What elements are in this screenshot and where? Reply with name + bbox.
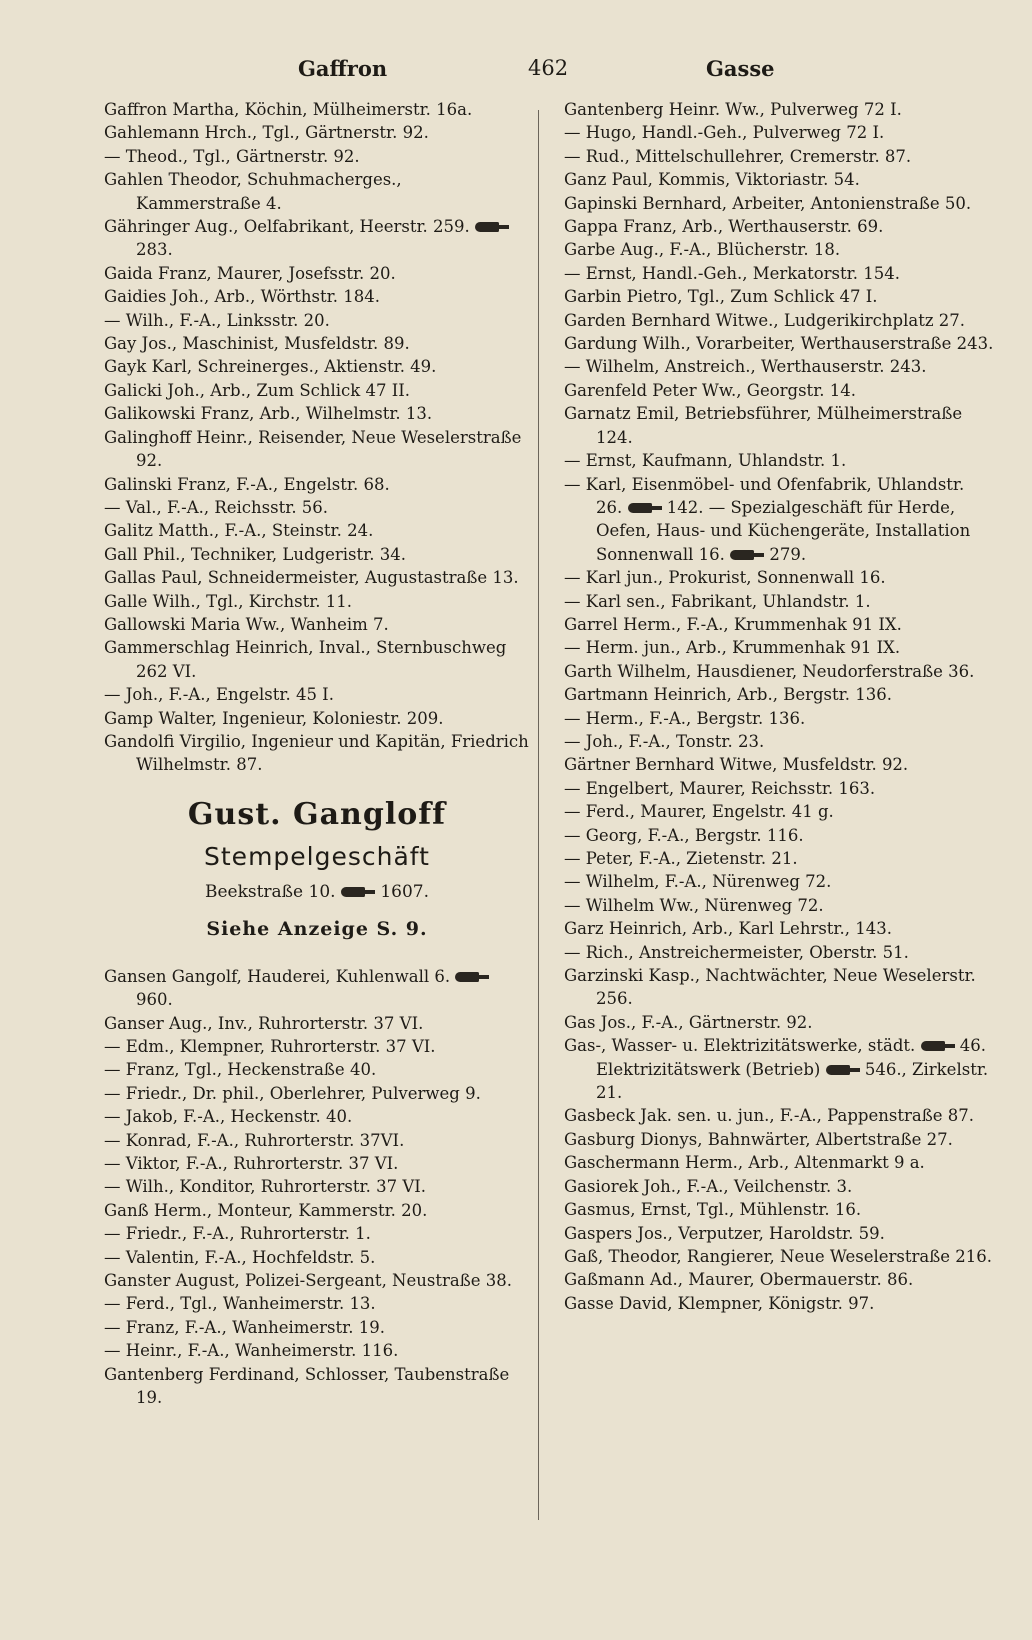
ad-name: Gust. Gangloff bbox=[187, 796, 447, 832]
directory-entry: Gantenberg Heinr. Ww., Pulverweg 72 I. bbox=[564, 100, 902, 119]
ad-address: Beekstraße 10. bbox=[204, 881, 336, 902]
directory-entry: — Karl jun., Prokurist, Sonnenwall 16. bbox=[564, 568, 886, 588]
directory-entry: Garth Wilhelm, Hausdiener, Neudorferstraße 36. bbox=[564, 661, 975, 681]
telephone-icon bbox=[730, 549, 764, 561]
directory-entry: — Karl sen., Fabrikant, Uhlandstr. 1. bbox=[564, 591, 871, 611]
directory-entry: — Herm., F.-A., Bergstr. 136. bbox=[564, 708, 806, 728]
directory-entry: Gasiorek Joh., F.-A., Veilchenstr. 3. bbox=[564, 1176, 853, 1196]
directory-entry: Gahlemann Hrch., Tgl., Gärtnerstr. 92. bbox=[104, 123, 429, 143]
directory-entry: — Rich., Anstreichermeister, Oberstr. 51. bbox=[564, 942, 909, 962]
directory-entry: Garz Heinrich, Arb., Karl Lehrstr., 143. bbox=[564, 919, 892, 939]
telephone-icon bbox=[628, 502, 662, 514]
directory-entry: Gappa Franz, Arb., Werthauserstr. 69. bbox=[564, 217, 884, 237]
directory-entry: Galitz Matth., F.-A., Steinstr. 24. bbox=[104, 521, 374, 541]
directory-entry: Gardung Wilh., Vorarbeiter, Werthauserstraße 243. bbox=[564, 334, 994, 354]
directory-entry: — Georg, F.-A., Bergstr. 116. bbox=[564, 825, 804, 845]
directory-entry: — Edm., Klempner, Ruhrorterstr. 37 VI. bbox=[104, 1037, 436, 1056]
directory-entry: Gandolfi Virgilio, Ingenieur und Kapitän, Friedrich Wilhelmstr. 87. bbox=[104, 731, 529, 775]
directory-entry: — Friedr., Dr. phil., Oberlehrer, Pulverweg 9. bbox=[104, 1083, 481, 1103]
directory-entry: Garnatz Emil, Betriebsführer, Mülheimerstraße 124. bbox=[564, 404, 963, 447]
telephone-icon bbox=[921, 1040, 955, 1052]
directory-entry: — Franz, F.-A., Wanheimerstr. 19. bbox=[104, 1317, 385, 1337]
directory-entry: — Jakob, F.-A., Heckenstr. 40. bbox=[104, 1107, 353, 1127]
directory-entry: — Konrad, F.-A., Ruhrorterstr. 37VI. bbox=[104, 1130, 405, 1150]
directory-entry: Gallowski Maria Ww., Wanheim 7. bbox=[104, 614, 389, 634]
directory-entry: — Franz, Tgl., Heckenstraße 40. bbox=[104, 1060, 377, 1080]
page-number: 462 bbox=[528, 56, 569, 80]
directory-entry: Gaschermann Herm., Arb., Altenmarkt 9 a. bbox=[564, 1153, 925, 1173]
directory-entry: Ganß Herm., Monteur, Kammerstr. 20. bbox=[104, 1200, 428, 1220]
directory-entry: Gantenberg Ferdinand, Schlosser, Taubenstraße 19. bbox=[104, 1364, 510, 1408]
advertisement bbox=[104, 793, 530, 951]
directory-entry: — Ferd., Tgl., Wanheimerstr. 13. bbox=[104, 1294, 376, 1314]
directory-entry: Garrel Herm., F.-A., Krummenhak 91 IX. bbox=[564, 614, 902, 634]
directory-entry: Gammerschlag Heinrich, Inval., Sternbuschweg 262 VI. bbox=[104, 638, 507, 681]
directory-entry: Gaß, Theodor, Rangierer, Neue Weselerstraße 216. bbox=[564, 1246, 992, 1266]
directory-entry: — Wilhelm, F.-A., Nürenweg 72. bbox=[564, 872, 832, 892]
ad-contact bbox=[104, 877, 530, 907]
directory-entry: Gall Phil., Techniker, Ludgeristr. 34. bbox=[104, 544, 406, 564]
directory-entry: Gas-, Wasser- u. Elektrizitätswerke, städt. 46. Elektrizitätswerk (Betrieb) 546., Zirkelstr. 21. bbox=[564, 1036, 989, 1103]
directory-entry: Gaida Franz, Maurer, Josefsstr. 20. bbox=[104, 263, 396, 283]
directory-entry: Gayk Karl, Schreinerges., Aktienstr. 49. bbox=[104, 357, 437, 377]
column-divider bbox=[538, 110, 539, 1520]
directory-entry: Ganster August, Polizei-Sergeant, Neustraße 38. bbox=[104, 1271, 512, 1291]
directory-entry: Gasse David, Klempner, Königstr. 97. bbox=[564, 1293, 875, 1313]
directory-entry: — Joh., F.-A., Tonstr. 23. bbox=[564, 731, 765, 751]
directory-entry: Gaßmann Ad., Maurer, Obermauerstr. 86. bbox=[564, 1270, 914, 1290]
directory-entry: Gaspers Jos., Verputzer, Haroldstr. 59. bbox=[564, 1223, 885, 1243]
telephone-icon bbox=[826, 1064, 860, 1076]
telephone-icon bbox=[455, 971, 489, 983]
directory-entry: — Rud., Mittelschullehrer, Cremerstr. 87. bbox=[564, 146, 912, 166]
directory-entry: Gas Jos., F.-A., Gärtnerstr. 92. bbox=[564, 1012, 813, 1032]
directory-entry: — Wilh., Konditor, Ruhrorterstr. 37 VI. bbox=[104, 1177, 426, 1197]
directory-entry: Ganser Aug., Inv., Ruhrorterstr. 37 VI. bbox=[104, 1013, 424, 1033]
ad-phone: 1607. bbox=[380, 881, 430, 902]
directory-entry: Gansen Gangolf, Hauderei, Kuhlenwall 6. 960. bbox=[104, 965, 530, 1012]
directory-entry: Garzinski Kasp., Nachtwächter, Neue Weselerstr. 256. bbox=[564, 966, 976, 1009]
running-head-right: Gasse bbox=[706, 56, 775, 81]
directory-entry: Gasmus, Ernst, Tgl., Mühlenstr. 16. bbox=[564, 1200, 862, 1220]
directory-entry: — Viktor, F.-A., Ruhrorterstr. 37 VI. bbox=[104, 1154, 399, 1174]
directory-entry: Garden Bernhard Witwe., Ludgerikirchplatz 27. bbox=[564, 310, 966, 330]
directory-entry: Galinghoff Heinr., Reisender, Neue Weselerstraße 92. bbox=[104, 427, 522, 471]
left-column bbox=[104, 98, 530, 1410]
directory-entry: — Val., F.-A., Reichsstr. 56. bbox=[104, 497, 329, 517]
directory-entry: Gärtner Bernhard Witwe, Musfeldstr. 92. bbox=[564, 755, 909, 775]
directory-entry: Gaffron Martha, Köchin, Mülheimerstr. 16a. bbox=[104, 100, 473, 119]
ad-business: Stempelgeschäft bbox=[204, 841, 430, 871]
directory-entry: Gay Jos., Maschinist, Musfeldstr. 89. bbox=[104, 334, 410, 354]
directory-entry: — Theod., Tgl., Gärtnerstr. 92. bbox=[104, 146, 360, 166]
directory-entry: Garenfeld Peter Ww., Georgstr. 14. bbox=[564, 380, 856, 400]
telephone-icon bbox=[341, 886, 375, 898]
telephone-icon bbox=[475, 221, 509, 233]
directory-entry: Ganz Paul, Kommis, Viktoriastr. 54. bbox=[564, 170, 860, 190]
right-column bbox=[564, 98, 994, 1315]
directory-entry: Gahlen Theodor, Schuhmacherges., Kammerstraße 4. bbox=[104, 170, 402, 213]
directory-entry: Gallas Paul, Schneidermeister, Augustastraße 13. bbox=[104, 568, 519, 588]
directory-entry: Gähringer Aug., Oelfabrikant, Heerstr. 259. 283. bbox=[104, 215, 530, 262]
directory-entry: — Hugo, Handl.-Geh., Pulverweg 72 I. bbox=[564, 123, 885, 143]
directory-entry: Galikowski Franz, Arb., Wilhelmstr. 13. bbox=[104, 404, 433, 424]
directory-entry: — Valentin, F.-A., Hochfeldstr. 5. bbox=[104, 1247, 376, 1267]
directory-entry: — Ernst, Kaufmann, Uhlandstr. 1. bbox=[564, 451, 847, 471]
ad-reference: Siehe Anzeige S. 9. bbox=[206, 917, 428, 940]
directory-entry: — Engelbert, Maurer, Reichsstr. 163. bbox=[564, 778, 876, 798]
directory-entry: — Wilh., F.-A., Linksstr. 20. bbox=[104, 310, 330, 330]
directory-entry: — Friedr., F.-A., Ruhrorterstr. 1. bbox=[104, 1224, 371, 1244]
directory-entry: — Ernst, Handl.-Geh., Merkatorstr. 154. bbox=[564, 263, 900, 283]
directory-entry: — Wilhelm Ww., Nürenweg 72. bbox=[564, 895, 824, 915]
running-head-left: Gaffron bbox=[298, 56, 388, 81]
directory-entry: Galle Wilh., Tgl., Kirchstr. 11. bbox=[104, 591, 353, 611]
directory-entry: — Herm. jun., Arb., Krummenhak 91 IX. bbox=[564, 638, 901, 658]
directory-entry: Galicki Joh., Arb., Zum Schlick 47 II. bbox=[104, 380, 411, 400]
directory-entry: Gapinski Bernhard, Arbeiter, Antonienstraße 50. bbox=[564, 193, 972, 213]
directory-entry: Gartmann Heinrich, Arb., Bergstr. 136. bbox=[564, 685, 892, 705]
directory-entry: Garbin Pietro, Tgl., Zum Schlick 47 I. bbox=[564, 287, 878, 307]
directory-entry: Garbe Aug., F.-A., Blücherstr. 18. bbox=[564, 240, 841, 260]
directory-entry: Gaidies Joh., Arb., Wörthstr. 184. bbox=[104, 287, 380, 307]
directory-entry: Gasburg Dionys, Bahnwärter, Albertstraße 27. bbox=[564, 1129, 953, 1149]
directory-entry: Gasbeck Jak. sen. u. jun., F.-A., Pappenstraße 87. bbox=[564, 1106, 974, 1126]
directory-entry: — Peter, F.-A., Zietenstr. 21. bbox=[564, 849, 798, 868]
directory-entry: — Joh., F.-A., Engelstr. 45 I. bbox=[104, 685, 334, 705]
directory-entry: — Ferd., Maurer, Engelstr. 41 g. bbox=[564, 802, 834, 822]
directory-entry: — Wilhelm, Anstreich., Werthauserstr. 243. bbox=[564, 357, 927, 377]
directory-entry: — Karl, Eisenmöbel- und Ofenfabrik, Uhlandstr. 26. 142. — Spezialgeschäft für Herde, Oefen, Haus- und Küchengeräte, Installation Sonnenwall 16. 279. bbox=[564, 474, 971, 564]
directory-entry: Gamp Walter, Ingenieur, Koloniestr. 209. bbox=[104, 708, 444, 728]
directory-entry: Galinski Franz, F.-A., Engelstr. 68. bbox=[104, 474, 390, 494]
directory-entry: — Heinr., F.-A., Wanheimerstr. 116. bbox=[104, 1341, 399, 1361]
